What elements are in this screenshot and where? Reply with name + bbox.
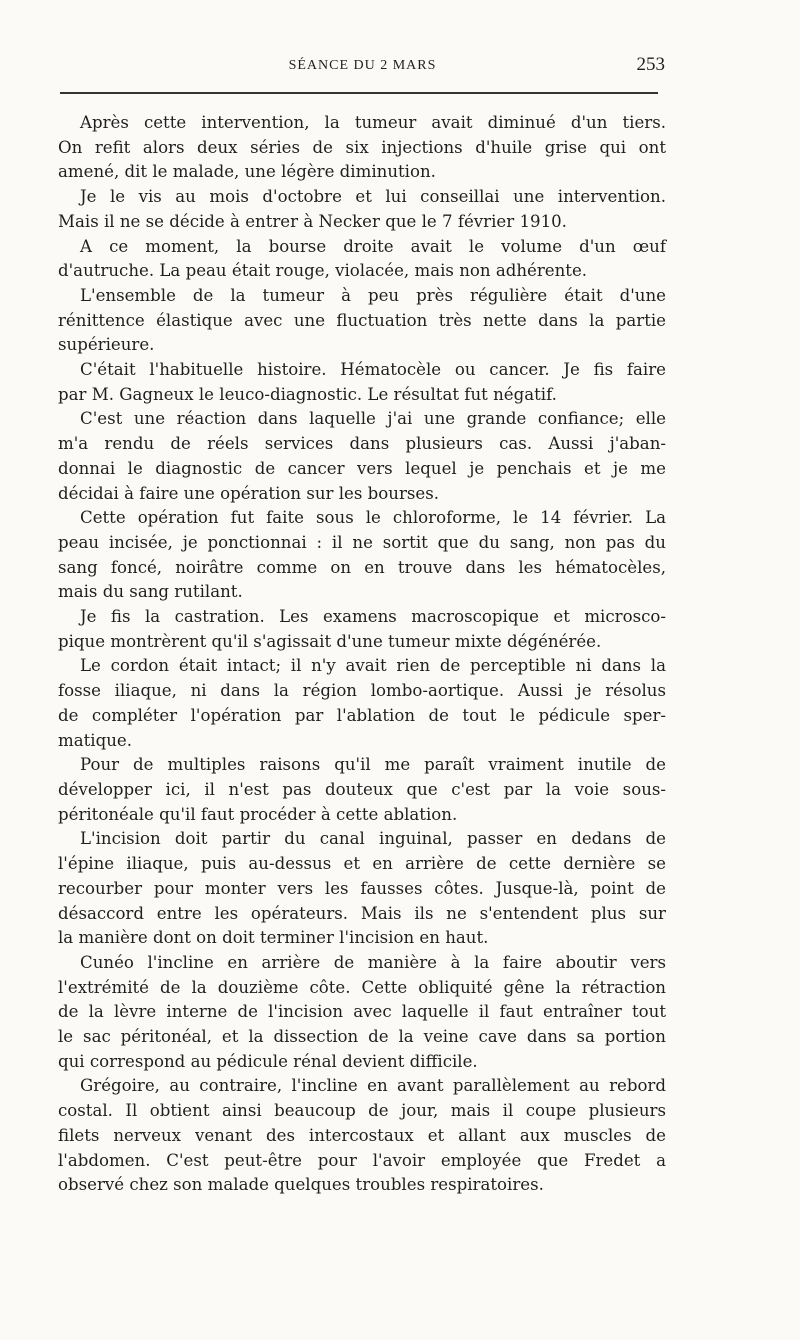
text-line: Cunéo l'incline en arrière de manière à la faire aboutir vers [80, 952, 666, 972]
text-line: C'était l'habituelle histoire. Hématocèle ou cancer. Je fis faire [80, 360, 666, 380]
header-rule [60, 92, 658, 94]
text-line: L'incision doit partir du canal inguinal, passer en dedans de [80, 829, 666, 849]
paragraph [58, 111, 666, 185]
paragraph [58, 827, 666, 951]
text-line: d'autruche. La peau était rouge, violacée, mais non adhérente. [58, 261, 588, 281]
text-line: l'abdomen. C'est peut-être pour l'avoir employée que Fredet a [58, 1150, 666, 1170]
text-line: sang foncé, noirâtre comme on en trouve dans les hématocèles, [58, 557, 666, 577]
text-line: supérieure. [58, 335, 155, 355]
paragraph [58, 654, 666, 753]
paragraph [58, 185, 666, 234]
paragraph [58, 605, 666, 654]
text-line: C'est une réaction dans laquelle j'ai une grande confiance; elle [80, 409, 666, 429]
text-line: Grégoire, au contraire, l'incline en avant parallèlement au rebord [80, 1076, 666, 1096]
paragraph [58, 235, 666, 284]
text-line: Je le vis au mois d'octobre et lui conseillai une intervention. [80, 187, 666, 207]
text-line: observé chez son malade quelques troubles respiratoires. [58, 1175, 544, 1195]
text-line: décidai à faire une opération sur les bourses. [58, 483, 440, 503]
text-line: donnai le diagnostic de cancer vers lequel je penchais et je me [58, 458, 666, 478]
text-line: l'extrémité de la douzième côte. Cette obliquité gêne la rétraction [58, 977, 666, 997]
text-line: mais du sang rutilant. [58, 582, 243, 602]
text-line: filets nerveux venant des intercostaux et allant aux muscles de [58, 1125, 666, 1145]
text-line: Pour de multiples raisons qu'il me paraît vraiment inutile de [80, 755, 666, 775]
text-line: amené, dit le malade, une légère diminution. [58, 162, 436, 182]
text-line: désaccord entre les opérateurs. Mais ils ne s'entendent plus sur [58, 903, 666, 923]
text-line: A ce moment, la bourse droite avait le volume d'un œuf [80, 236, 666, 256]
body-text [58, 111, 666, 1198]
paragraph [58, 1074, 666, 1198]
text-line: péritonéale qu'il faut procéder à cette ablation. [58, 804, 458, 824]
paragraph [58, 284, 666, 358]
paragraph [58, 358, 666, 407]
paragraph [58, 753, 666, 827]
text-line: Après cette intervention, la tumeur avait diminué d'un tiers. [80, 113, 666, 132]
text-line: Cette opération fut faite sous le chloroforme, le 14 février. La [80, 508, 666, 528]
text-line: peau incisée, je ponctionnai : il ne sortit que du sang, non pas du [58, 532, 666, 552]
text-line: la manière dont on doit terminer l'incision en haut. [58, 928, 489, 948]
text-line: développer ici, il n'est pas douteux que c'est par la voie sous- [58, 779, 666, 799]
paragraph [58, 951, 666, 1075]
text-line: m'a rendu de réels services dans plusieurs cas. Aussi j'aban- [58, 434, 666, 454]
text-line: par M. Gagneux le leuco-diagnostic. Le résultat fut négatif. [58, 384, 557, 404]
text-line: Je fis la castration. Les examens macroscopique et microsco- [80, 607, 666, 627]
text-line: recourber pour monter vers les fausses côtes. Jusque-là, point de [58, 878, 666, 898]
text-line: matique. [58, 730, 133, 750]
text-line: L'ensemble de la tumeur à peu près régulière était d'une [80, 285, 666, 305]
paragraph [58, 407, 666, 506]
text-line: Mais il ne se décide à entrer à Necker que le 7 février 1910. [58, 211, 567, 231]
page-number: 253 [636, 54, 665, 75]
text-line: de la lèvre interne de l'incision avec laquelle il faut entraîner tout [58, 1002, 666, 1022]
text-line: de compléter l'opération par l'ablation de tout le pédicule sper- [58, 705, 666, 725]
text-line: rénittence élastique avec une fluctuation très nette dans la partie [58, 310, 666, 330]
text-line: fosse iliaque, ni dans la région lombo-aortique. Aussi je résolus [58, 681, 666, 701]
text-line: le sac péritonéal, et la dissection de la veine cave dans sa portion [58, 1027, 666, 1047]
text-line: pique montrèrent qu'il s'agissait d'une tumeur mixte dégénérée. [58, 631, 602, 651]
text-line: qui correspond au pédicule rénal devient difficile. [58, 1051, 478, 1071]
page-header [60, 52, 665, 84]
text-line: Le cordon était intact; il n'y avait rien de perceptible ni dans la [80, 656, 666, 676]
text-line: On refit alors deux séries de six injections d'huile grise qui ont [58, 137, 666, 157]
text-line: l'épine iliaque, puis au-dessus et en arrière de cette dernière se [58, 854, 666, 874]
text-line: costal. Il obtient ainsi beaucoup de jour, mais il coupe plusieurs [58, 1101, 666, 1121]
running-title: SÉANCE DU 2 MARS [288, 58, 437, 73]
paragraph [58, 506, 666, 605]
